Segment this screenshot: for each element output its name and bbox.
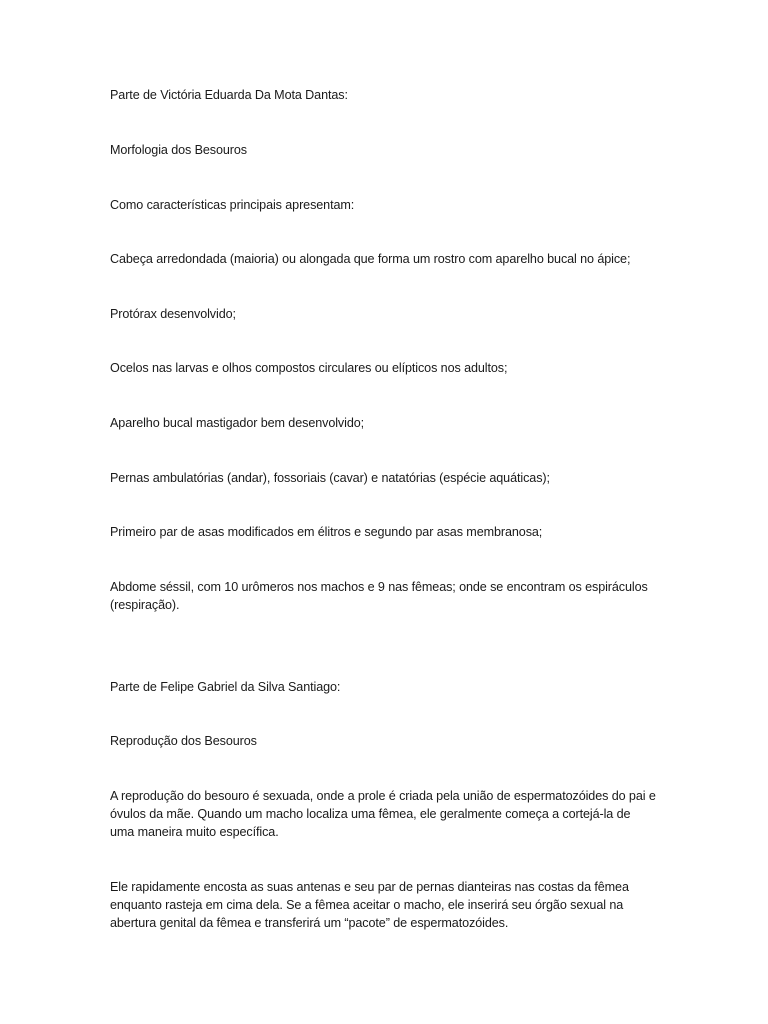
list-item-eyes: Ocelos nas larvas e olhos compostos circulares ou elípticos nos adultos; [110,361,508,375]
list-item-prothorax: Protórax desenvolvido; [110,307,236,321]
list-item-wings: Primeiro par de asas modificados em élitros e segundo par asas membranosa; [110,525,543,539]
reproduction-paragraph-2: Ele rapidamente encosta as suas antenas e seu par de pernas dianteiras nas costas da fêmea enquanto rasteja em cima dela. Se a fêmea aceitar o macho, ele inserirá seu órgão sexual na abertura genital da fêmea e transferirá um “pacote” de espermatozóides. [110,880,629,930]
section1-title: Morfologia dos Besouros [110,143,248,157]
list-item-mouth: Aparelho bucal mastigador bem desenvolvido; [110,416,365,430]
section2-author-heading: Parte de Felipe Gabriel da Silva Santiago: [110,680,341,694]
list-item-head: Cabeça arredondada (maioria) ou alongada que forma um rostro com aparelho bucal no ápice; [110,252,631,266]
reproduction-paragraph-1: A reprodução do besouro é sexuada, onde a prole é criada pela união de espermatozóides do pai e óvulos da mãe. Quando um macho localiza uma fêmea, ele geralmente começa a cortejá-la de uma maneira muito específica. [110,789,656,839]
list-item-abdomen: Abdome séssil, com 10 urômeros nos machos e 9 nas fêmeas; onde se encontram os espiráculos (respiração). [110,580,648,612]
section1-author-heading: Parte de Victória Eduarda Da Mota Dantas: [110,88,348,102]
list-item-legs: Pernas ambulatórias (andar), fossoriais (cavar) e natatórias (espécie aquáticas); [110,471,550,485]
intro-text: Como características principais apresentam: [110,198,355,212]
section2-title: Reprodução dos Besouros [110,734,257,748]
